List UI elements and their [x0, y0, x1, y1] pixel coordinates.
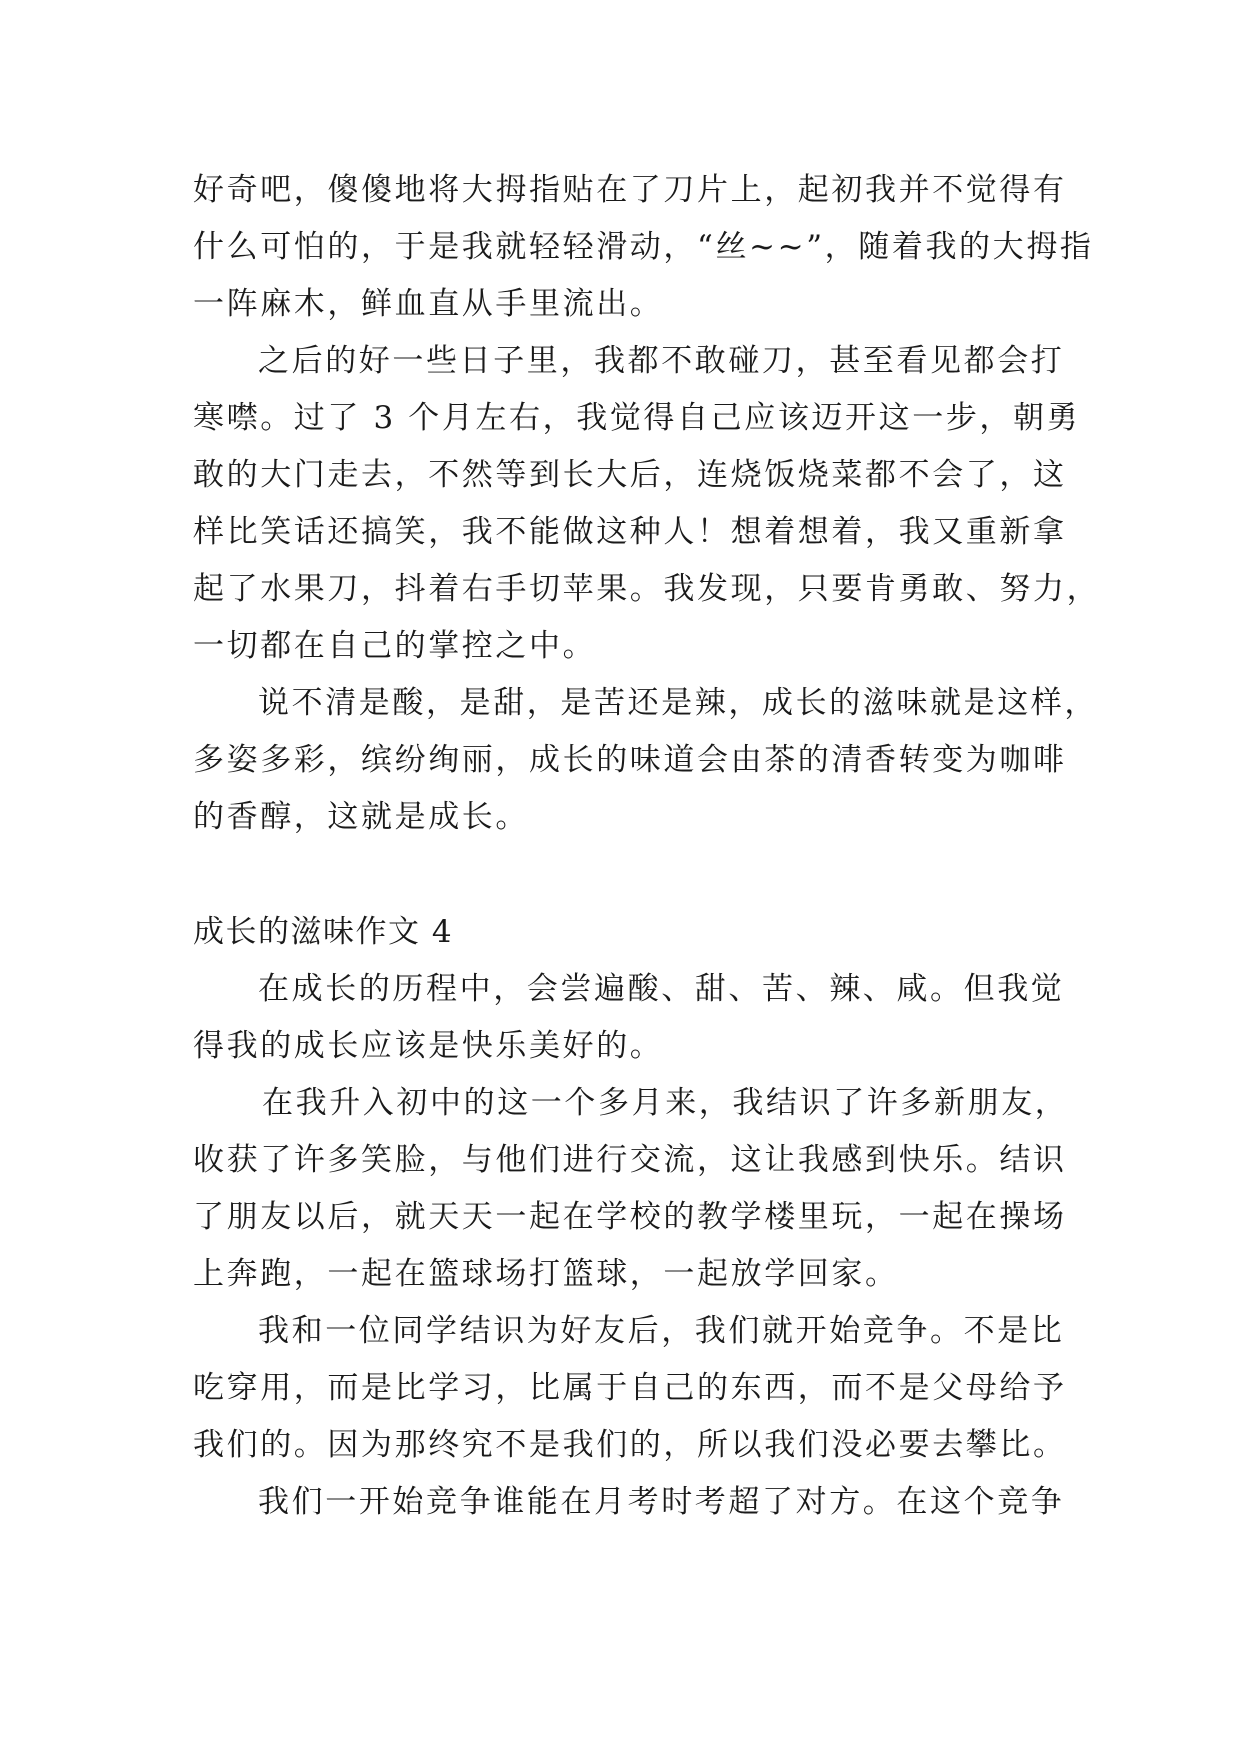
- text-line: 上奔跑，一起在篮球场打篮球，一起放学回家。: [193, 1256, 899, 1292]
- paragraph-first-line: 我和一位同学结识为好友后，我们就开始竞争。不是比: [258, 1313, 1065, 1349]
- text-line: 的香醇，这就是成长。: [193, 799, 529, 835]
- section-heading: 成长的滋味作文 4: [193, 914, 454, 950]
- paragraph-first-line: 在我升入初中的这一个多月来，我结识了许多新朋友，: [262, 1085, 1069, 1121]
- text-line: 了朋友以后，就天天一起在学校的教学楼里玩，一起在操场: [193, 1199, 1067, 1235]
- text-line: 好奇吧，傻傻地将大拇指贴在了刀片上，起初我并不觉得有: [193, 172, 1067, 208]
- text-line: 起了水果刀，抖着右手切苹果。我发现，只要肯勇敢、努力，: [193, 571, 1101, 607]
- text-line: 得我的成长应该是快乐美好的。: [193, 1028, 664, 1064]
- paragraph-first-line: 说不清是酸，是甜，是苦还是辣，成长的滋味就是这样，: [258, 685, 1098, 721]
- text-line: 吃穿用，而是比学习，比属于自己的东西，而不是父母给予: [193, 1370, 1067, 1406]
- paragraph-first-line: 我们一开始竞争谁能在月考时考超了对方。在这个竞争: [258, 1484, 1065, 1520]
- text-line: 什么可怕的，于是我就轻轻滑动，“丝~~”，随着我的大拇指: [193, 229, 1094, 265]
- paragraph-first-line: 在成长的历程中，会尝遍酸、甜、苦、辣、咸。但我觉: [258, 971, 1065, 1007]
- text-line: 寒噤。过了 3 个月左右，我觉得自己应该迈开这一步，朝勇: [193, 400, 1081, 436]
- text-line: 一切都在自己的掌控之中。: [193, 628, 597, 664]
- text-line: 收获了许多笑脸，与他们进行交流，这让我感到快乐。结识: [193, 1142, 1067, 1178]
- text-line: 我们的。因为那终究不是我们的，所以我们没必要去攀比。: [193, 1427, 1067, 1463]
- text-line: 一阵麻木，鲜血直从手里流出。: [193, 286, 664, 322]
- text-line: 样比笑话还搞笑，我不能做这种人！想着想着，我又重新拿: [193, 514, 1067, 550]
- text-line: 敢的大门走去，不然等到长大后，连烧饭烧菜都不会了，这: [193, 457, 1067, 493]
- paragraph-first-line: 之后的好一些日子里，我都不敢碰刀，甚至看见都会打: [258, 343, 1065, 379]
- text-line: 多姿多彩，缤纷绚丽，成长的味道会由茶的清香转变为咖啡: [193, 742, 1067, 778]
